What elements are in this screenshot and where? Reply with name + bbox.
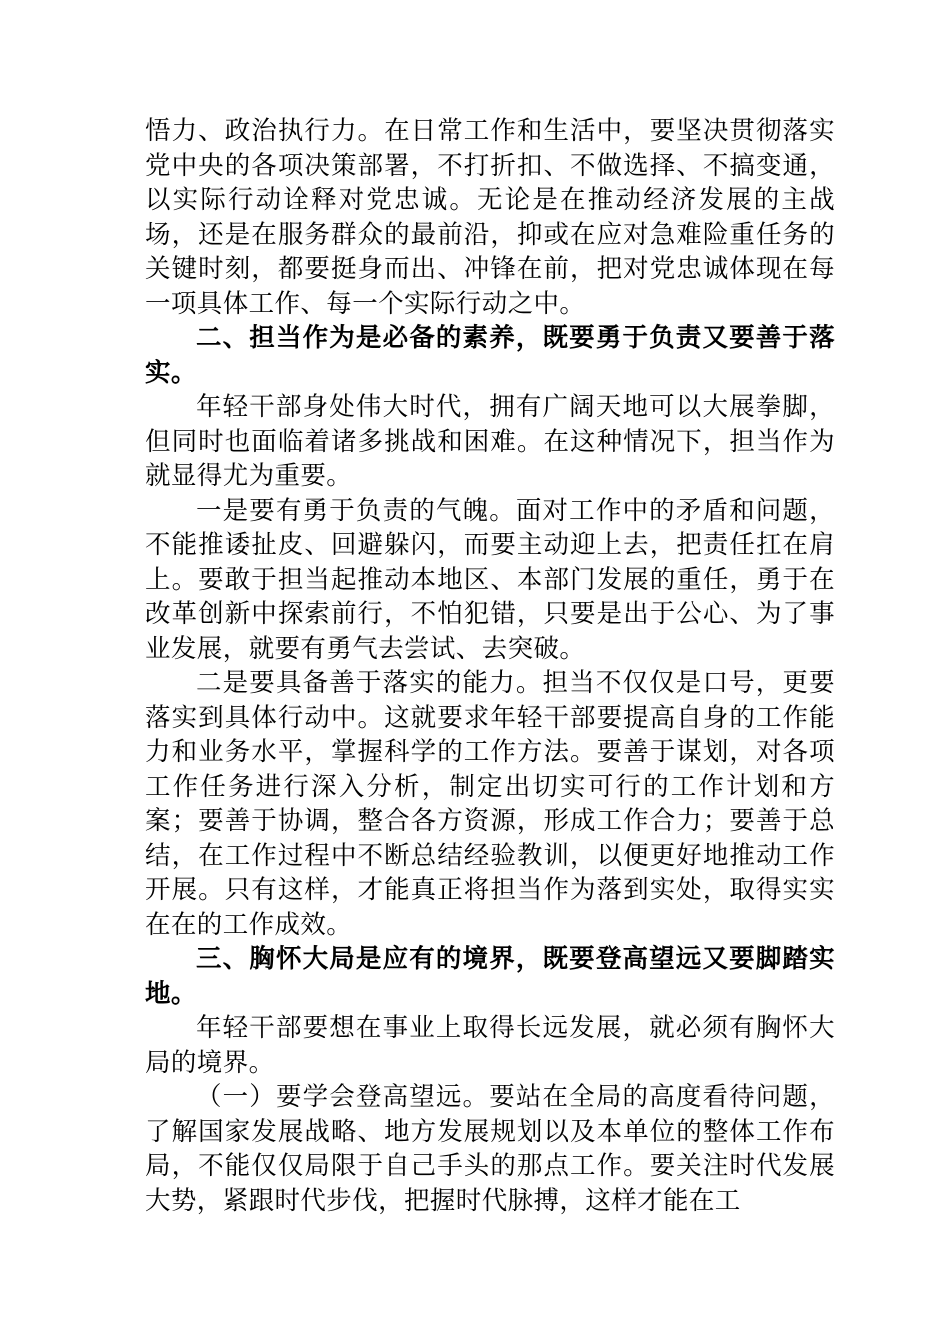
- section-heading-two: 二、担当作为是必备的素养，既要勇于负责又要善于落实。: [145, 323, 835, 388]
- paragraph-continuation: 悟力、政治执行力。在日常工作和生活中，要坚决贯彻落实党中央的各项决策部署，不打折扣、不做选择、不搞变通，以实际行动诠释对党忠诚。无论是在推动经济发展的主战场，还是在服务群众的最前沿，抑或在应对急难险重任务的关键时刻，都要挺身而出、冲锋在前，把对党忠诚体现在每一项具体工作、每一个实际行动之中。: [145, 116, 835, 319]
- paragraph-body: （一）要学会登高望远。要站在全局的高度看待问题，了解国家发展战略、地方发展规划以及本单位的整体工作布局，不能仅仅局限于自己手头的那点工作。要关注时代发展大势，紧跟时代步伐，把握时代脉搏，这样才能在工: [145, 1082, 835, 1216]
- paragraph-body: 年轻干部要想在事业上取得长远发展，就必须有胸怀大局的境界。: [145, 1013, 835, 1078]
- paragraph-body: 二是要具备善于落实的能力。担当不仅仅是口号，更要落实到具体行动中。这就要求年轻干部要提高自身的工作能力和业务水平，掌握科学的工作方法。要善于谋划，对各项工作任务进行深入分析，制定出切实可行的工作计划和方案；要善于协调，整合各方资源，形成工作合力；要善于总结，在工作过程中不断总结经验教训，以便更好地推动工作开展。只有这样，才能真正将担当作为落到实处，取得实实在在的工作成效。: [145, 668, 835, 940]
- paragraph-body: 年轻干部身处伟大时代，拥有广阔天地可以大展拳脚，但同时也面临着诸多挑战和困难。在这种情况下，担当作为就显得尤为重要。: [145, 392, 835, 491]
- paragraph-body: 一是要有勇于负责的气魄。面对工作中的矛盾和问题，不能推诿扯皮、回避躲闪，而要主动迎上去，把责任扛在肩上。要敢于担当起推动本地区、本部门发展的重任，勇于在改革创新中探索前行，不怕犯错，只要是出于公心、为了事业发展，就要有勇气去尝试、去突破。: [145, 495, 835, 664]
- section-heading-three: 三、胸怀大局是应有的境界，既要登高望远又要脚踏实地。: [145, 944, 835, 1009]
- document-page: [145, 114, 835, 1218]
